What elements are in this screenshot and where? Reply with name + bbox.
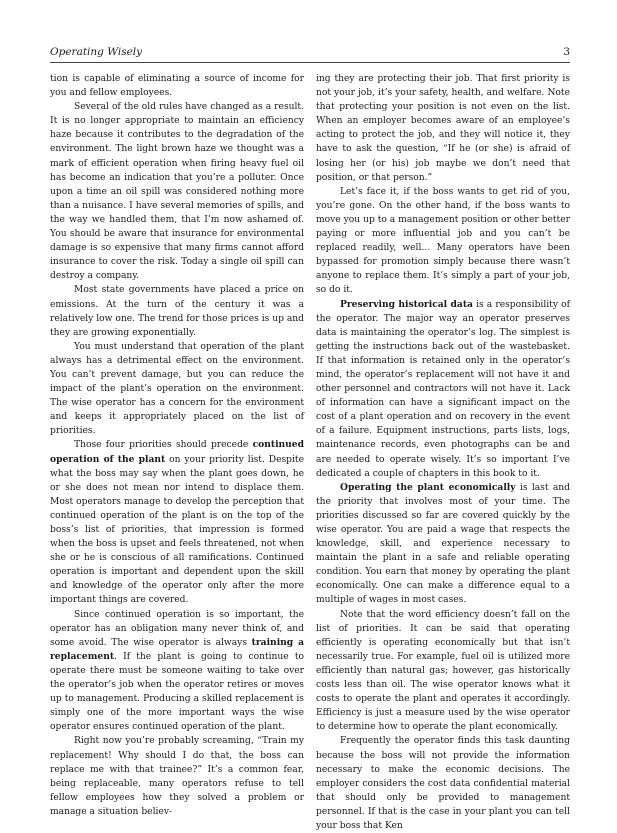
text-run: Several of the old rules have changed as a result. It is no longer appropriate to maintain an efficiency haze because it contributes to the degradation of the environment. The light brown haze we thought was a mark of efficient operation when firing heavy fuel oil has become an indication that you’re a polluter. Once upon a time an oil spill was considered nothing more than a nuisance. I have several memories of spills, and the way we handled them, that I’m now ashamed of. You should be aware that insurance for environmental damage is so expensive that many firms cannot afford insurance to cover the risk. Today a single oil spill can destroy a company. xyxy=(50,102,304,282)
paragraph xyxy=(316,608,570,735)
paragraph xyxy=(316,185,570,298)
bold-term: Preserving historical data xyxy=(340,298,473,310)
text-run: Since continued operation is so important, the operator has an obligation many never think of, and some avoid. The wise operator is always xyxy=(50,609,304,648)
paragraph xyxy=(50,608,304,735)
paragraph xyxy=(316,734,570,833)
running-header xyxy=(50,46,570,60)
right-column xyxy=(316,72,570,833)
paragraph xyxy=(50,734,304,819)
header-rule xyxy=(50,62,570,63)
text-run: tion is capable of eliminating a source of income for you and fellow employees. xyxy=(50,74,304,99)
paragraph xyxy=(50,100,304,283)
text-run: . If the plant is going to continue to operate there must be someone waiting to take over the operator’s job when the operator retires or moves up to management. Producing a skilled replacement is simply one of the more important ways the wise operator ensures continued operation of the plant. xyxy=(50,651,304,733)
text-run: on your priority list. Despite what the boss may say when the plant goes down, he or she does not mean nor intend to displace them. Most operators manage to develop the perception that continued operation of the plant is on the top of the boss’s list of priorities, that impression is formed when the boss is upset and feels threatened, not when she or he is conscious of all ramifications. Continued operation is important and dependent upon the skill and knowledge of the operator only after the more important things are covered. xyxy=(50,454,304,606)
running-title: Operating Wisely xyxy=(50,46,143,58)
paragraph xyxy=(316,481,570,608)
bold-term: training a replacement xyxy=(50,636,304,662)
text-run: Let’s face it, if the boss wants to get rid of you, you’re gone. On the other hand, if the boss wants to move you up to a management position or other better paying or more influential job and you can’t be replaced readily, well… Many operators have been bypassed for promotion simply because there wasn’t anyone to replace them. It’s simply a part of your job, so do it. xyxy=(316,186,570,296)
text-run: is last and the priority that involves most of your time. The priorities discussed so far are covered quickly by the wise operator. You are paid a wage that respects the knowledge, skill, and experience necessary to maintain the plant in a safe and reliable operating condition. You earn that money by operating the plant economically. One can make a difference equal to a multiple of wages in most cases. xyxy=(316,482,571,606)
text-run: Note that the word efficiency doesn’t fall on the list of priorities. It can be said that operating efficiently is operating economically but that isn’t necessarily true. For example, fuel oil is utilized more efficiently than natural gas; however, gas historically costs less than oil. The wise operator knows what it costs to operate the plant and operates it accordingly. Efficiency is just a measure used by the wise operator to determine how to operate the plant economically. xyxy=(316,609,570,733)
text-run: Those four priorities should precede xyxy=(74,440,253,451)
text-run: ing they are protecting their job. That first priority is not your job, it’s your safety, health, and welfare. Note that protecting your position is not even on the list. When an employer becomes aware of an employee’s acting to protect the job, and they will notice it, they have to ask the question, “If he (or she) is afraid of losing her (or his) job maybe we don’t need that position, or that person.” xyxy=(316,74,570,183)
page-number: 3 xyxy=(563,46,570,58)
paragraph xyxy=(50,72,304,100)
bold-term: Operating the plant economically xyxy=(340,481,516,493)
paragraph xyxy=(50,340,304,439)
left-column xyxy=(50,72,304,819)
paragraph xyxy=(316,72,570,185)
paragraph xyxy=(50,438,304,607)
text-run: Frequently the operator finds this task daunting because the boss will not provide the information necessary to make the economic decisions. The employer considers the cost data confidential material that should only be provided to management personnel. If that is the case in your plant you can tell your boss that Ken xyxy=(316,736,570,831)
text-run: You must understand that operation of the plant always has a detrimental effect on the environment. You can’t prevent damage, but you can reduce the impact of the plant’s operation on the environment. The wise operator has a concern for the environment and keeps it appropriately placed on the list of priorities. xyxy=(50,341,304,437)
paragraph xyxy=(50,283,304,339)
text-run: Most state governments have placed a price on emissions. At the turn of the century it was a relatively low one. The trend for those prices is up and they are growing exponentially. xyxy=(50,285,304,338)
text-run: Right now you’re probably screaming, “Train my replacement! Why should I do that, the boss can replace me with that trainee?” It’s a common fear, being replaceable, many operators refuse to tell fellow employees how they solved a problem or manage a situation believ- xyxy=(50,736,304,817)
bold-term: continued operation of the plant xyxy=(50,439,304,465)
paragraph xyxy=(316,298,570,481)
text-run: is a responsibility of the operator. The major way an operator preserves data is maintaining the operator’s log. The simplest is getting the instructions back out of the wastebasket. If that information is retained only in the operator’s mind, the operator’s replacement will not have it and other personnel and contractors will not have it. Lack of information can have a significant impact on the cost of a plant operation and on recovery in the event of a failure. Equipment instructions, parts lists, logs, maintenance records, even photographs can be and are needed to operate wisely. It’s so important I’ve dedicated a couple of chapters in this book to it. xyxy=(316,299,570,479)
